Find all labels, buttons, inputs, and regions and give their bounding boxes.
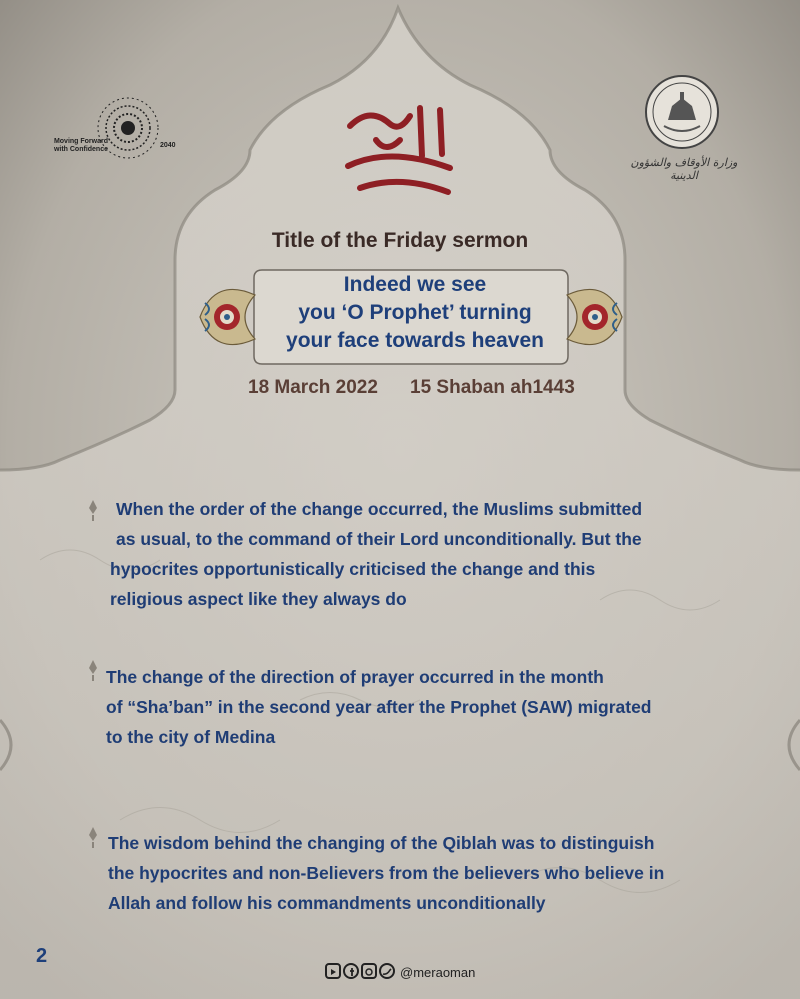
sermon-point-3: [108, 828, 664, 918]
quote-line: you ‘O Prophet’ turning: [298, 301, 532, 324]
quote-line: Indeed we see: [343, 273, 487, 296]
sermon-point-1: [110, 494, 642, 614]
page-number: 2: [36, 945, 48, 967]
point-line: of “Sha’ban” in the second year after the Prophet (SAW) migrated: [106, 697, 652, 717]
point-line: hypocrites opportunistically criticised the change and this: [110, 559, 596, 579]
left-logo-text: [48, 138, 108, 154]
ministry-name: وزارة الأوقاف والشؤون الدينية: [630, 156, 738, 182]
point-line: The wisdom behind the changing of the Qiblah was to distinguish: [108, 833, 655, 853]
date-hijri: 15 Shaban ah1443: [410, 377, 575, 398]
vision-year: 2040: [160, 142, 176, 149]
point-line: Allah and follow his commandments unconditionally: [108, 893, 546, 913]
logo-line-1: Moving Forward: [53, 138, 108, 145]
point-line: to the city of Medina: [106, 727, 276, 747]
date-gregorian: 18 March 2022: [248, 377, 378, 398]
twitter-icon[interactable]: [379, 963, 395, 979]
instagram-icon[interactable]: [361, 963, 377, 979]
quote-line: your face towards heaven: [286, 329, 544, 352]
logo-line-2: with Confidence: [53, 146, 108, 153]
sermon-point-2: [106, 662, 652, 752]
friday-sermon-calligraphy: [330, 96, 470, 206]
social-handle[interactable]: @meraoman: [400, 965, 476, 980]
sermon-title-label: Title of the Friday sermon: [271, 229, 529, 252]
point-line: religious aspect like they always do: [110, 589, 407, 609]
ministry-emblem: [646, 76, 718, 148]
point-line: as usual, to the command of their Lord unconditionally. But the: [116, 529, 642, 549]
bullet-icon: [88, 660, 98, 682]
facebook-icon[interactable]: [343, 963, 359, 979]
bullet-icon: [88, 500, 98, 522]
point-line: the hypocrites and non-Believers from the believers who believe in: [108, 863, 665, 883]
bullet-icon: [88, 827, 98, 849]
point-line: The change of the direction of prayer occurred in the month: [106, 667, 604, 687]
youtube-icon[interactable]: [325, 963, 341, 979]
sermon-quote: [270, 271, 560, 355]
point-line: When the order of the change occurred, the Muslims submitted: [116, 499, 643, 519]
